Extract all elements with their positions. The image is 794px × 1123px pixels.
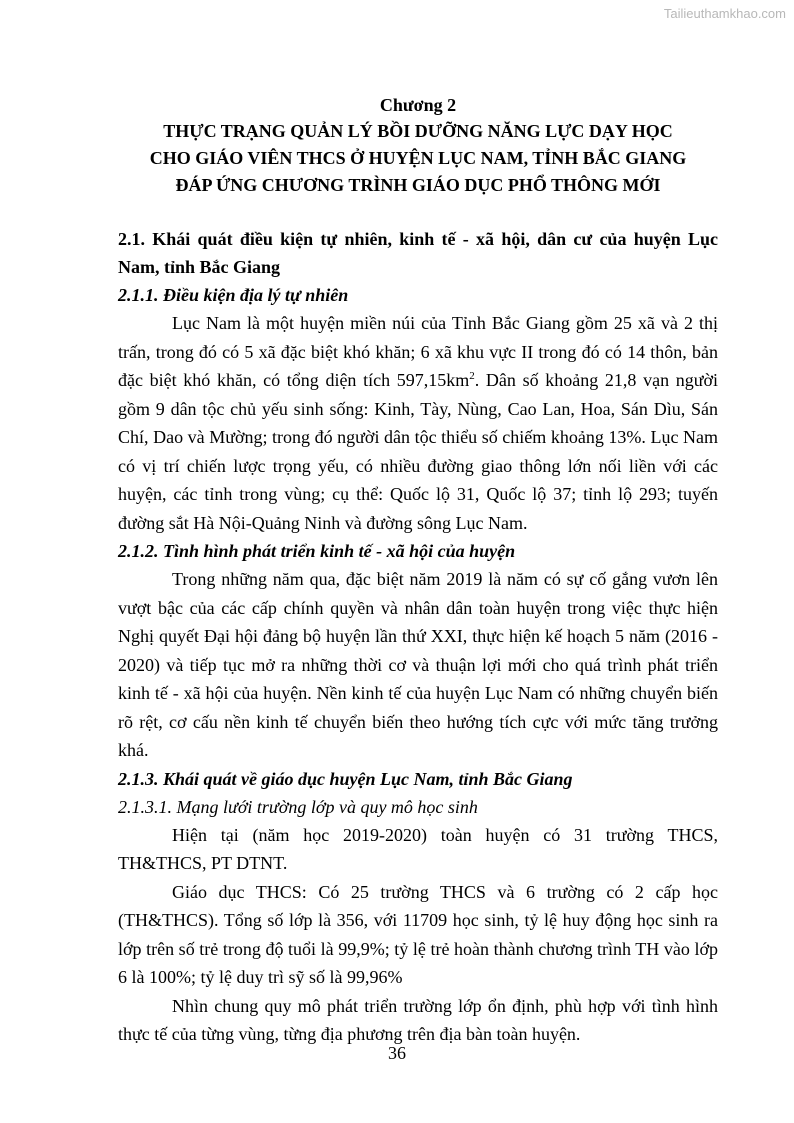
paragraph-thcs-education: Giáo dục THCS: Có 25 trường THCS và 6 trường có 2 cấp học (TH&THCS). Tổng số lớp là 356, với 11709 học sinh, tỷ lệ huy động học sinh ra lớp trên số trẻ trong độ tuổi là 99,9%; tỷ lệ trẻ hoàn thành chương trình TH vào lớp 6 là 100%; tỷ lệ duy trì sỹ số là 99,96% bbox=[118, 881, 718, 987]
page-number: 36 bbox=[388, 1043, 406, 1063]
section-heading-2-1: 2.1. Khái quát điều kiện tự nhiên, kinh tế - xã hội, dân cư của huyện Lục Nam, tỉnh Bắc Giang bbox=[118, 229, 718, 277]
paragraph-text-part-1: Lục Nam là một huyện miền núi của Tỉnh Bắc Giang gồm 25 xã và 2 thị trấn, trong đó có 5 xã đặc biệt khó khăn; 6 xã khu vực II trong đó có 14 thôn, bản đặc biệt khó khăn, có tổng diện tích 597,15km bbox=[118, 313, 718, 390]
section-heading-2-1-2: 2.1.2. Tình hình phát triển kinh tế - xã hội của huyện bbox=[118, 541, 516, 561]
paragraph-school-count: Hiện tại (năm học 2019-2020) toàn huyện có 31 trường THCS, TH&THCS, PT DTNT. bbox=[118, 824, 718, 873]
section-heading-2-1-1: 2.1.1. Điều kiện địa lý tự nhiên bbox=[118, 285, 349, 305]
chapter-title-line-3: ĐÁP ỨNG CHƯƠNG TRÌNH GIÁO DỤC PHỔ THÔNG MỚI bbox=[175, 175, 661, 195]
paragraph-economic-development: Trong những năm qua, đặc biệt năm 2019 là năm có sự cố gắng vươn lên vượt bậc của các cấp chính quyền và nhân dân toàn huyện trong việc thực hiện Nghị quyết Đại hội đảng bộ huyện lần thứ XXI, thực hiện kế hoạch 5 năm (2016 - 2020) và tiếp tục mở ra những thời cơ và thuận lợi mới cho quá trình phát triển kinh tế - xã hội của huyện. Nền kinh tế của huyện Lục Nam có những chuyển biến rõ rệt, cơ cấu nền kinh tế chuyển biến theo hướng tích cực với mức tăng trưởng khá. bbox=[118, 569, 718, 760]
section-heading-2-1-3-1: 2.1.3.1. Mạng lưới trường lớp và quy mô học sinh bbox=[118, 796, 478, 817]
paragraph-natural-conditions bbox=[118, 309, 718, 537]
paragraph-summary: Nhìn chung quy mô phát triển trường lớp ổn định, phù hợp với tình hình thực tế của từng vùng, từng địa phương trên địa bàn toàn huyện. bbox=[118, 995, 718, 1044]
chapter-title-line-1: THỰC TRẠNG QUẢN LÝ BỒI DƯỠNG NĂNG LỰC DẠY HỌC bbox=[163, 121, 673, 141]
watermark-text: Tailieuthamkhao.com bbox=[663, 6, 786, 21]
chapter-title-line-2: CHO GIÁO VIÊN THCS Ở HUYỆN LỤC NAM, TỈNH BẮC GIANG bbox=[149, 148, 687, 168]
paragraph-text-part-2: . Dân số khoảng 21,8 vạn người gồm 9 dân tộc chủ yếu sinh sống: Kinh, Tày, Nùng, Cao Lan, Hoa, Sán Dìu, Sán Chí, Dao và Mường; trong đó người dân tộc thiểu số chiếm khoảng 13%. Lục Nam có vị trí chiến lược trọng yếu, có nhiều đường giao thông lớn nối liền với các huyện, các tỉnh trong vùng; cụ thể: Quốc lộ 31, Quốc lộ 37; tỉnh lộ 293; tuyến đường sắt Hà Nội-Quảng Ninh và đường sông Lục Nam. bbox=[118, 370, 719, 533]
superscript: 2 bbox=[469, 370, 475, 382]
section-heading-2-1-3: 2.1.3. Khái quát về giáo dục huyện Lục Nam, tỉnh Bắc Giang bbox=[118, 768, 573, 789]
chapter-label: Chương 2 bbox=[379, 95, 457, 115]
document-page bbox=[118, 92, 718, 1049]
